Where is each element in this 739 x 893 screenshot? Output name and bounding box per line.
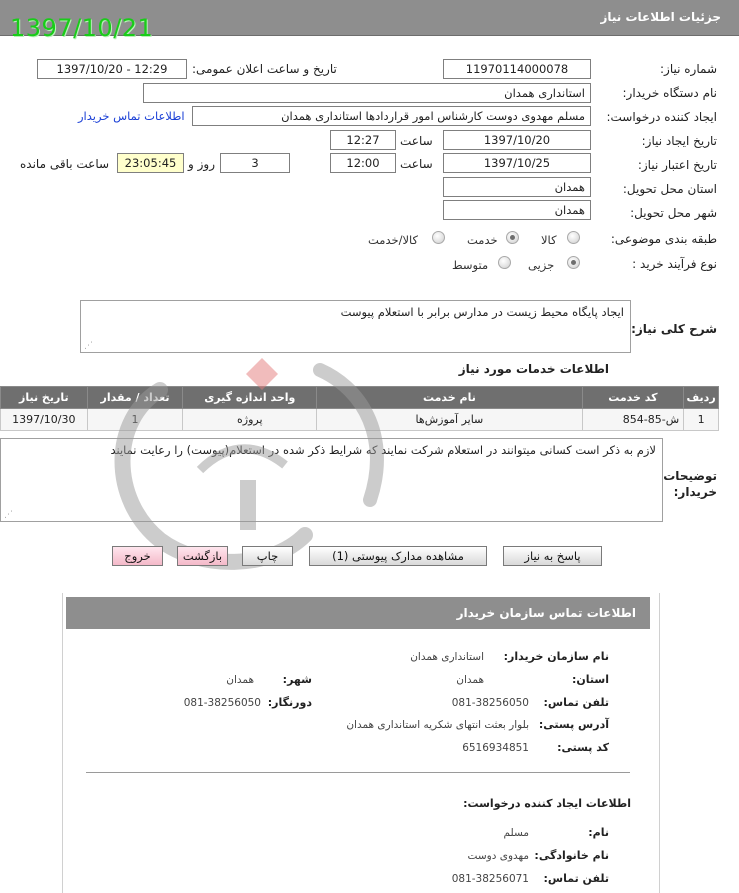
province-label: استان محل تحویل: (622, 182, 717, 196)
province-field[interactable]: همدان (443, 177, 591, 197)
created-time-label: ساعت (400, 134, 433, 148)
row-unit: پروژه (183, 409, 317, 431)
contact-phone-value: 081-38256050 (451, 697, 529, 709)
process-option-minor: جزیی (528, 258, 555, 272)
contact-title: اطلاعات تماس سازمان خریدار (456, 606, 636, 620)
creator-field[interactable]: مسلم مهدوی دوست کارشناس امور قراردادها استانداری همدان (192, 106, 591, 126)
buyer-contact-link[interactable]: اطلاعات تماس خریدار (78, 109, 185, 123)
row-code: ش-85-854 (582, 409, 684, 431)
days-label: روز و (188, 157, 215, 171)
contact-address-value: بلوار بعثت انتهای شکریه استانداری همدان (346, 719, 529, 731)
days-field[interactable]: 3 (220, 153, 290, 173)
created-time-field[interactable]: 12:27 (330, 130, 396, 150)
row-qty: 1 (87, 409, 183, 431)
contact-province-label: استان: (572, 673, 609, 686)
creator-name-label: نام: (588, 826, 609, 839)
page-title: جزئیات اطلاعات نیاز (600, 10, 721, 24)
buyer-notes-text: لازم به ذکر است کسانی میتوانند در استعلام شرکت نمایند که شرایط ذکر شده در استعلام(پیوست) را رعایت نمایند (110, 443, 656, 457)
contact-fax-label: دورنگار: (267, 696, 312, 709)
contact-fax-value: 081-38256050 (183, 697, 261, 709)
creator-label: ایجاد کننده درخواست: (606, 110, 717, 124)
services-table (0, 386, 719, 431)
announce-label: تاریخ و ساعت اعلان عمومی: (192, 62, 337, 76)
notes-resize-grip-icon[interactable]: ⋰ (4, 510, 13, 520)
category-option-goods: کالا (541, 233, 557, 247)
table-row[interactable] (1, 409, 719, 431)
summary-text: ایجاد پایگاه محیط زیست در مدارس برابر با استعلام پیوست (340, 305, 624, 319)
summary-label: شرح کلی نیاز: (631, 322, 717, 336)
contact-city-label: شهر: (282, 673, 312, 686)
city-label: شهر محل تحویل: (630, 206, 717, 220)
row-date: 1397/10/30 (1, 409, 88, 431)
contact-org-label: نام سازمان خریدار: (503, 650, 609, 663)
contact-postal-label: کد پستی: (557, 741, 609, 754)
reply-button[interactable]: پاسخ به نیاز (503, 546, 602, 566)
remaining-label: ساعت باقی مانده (20, 157, 110, 171)
creator-section-title: اطلاعات ایجاد کننده درخواست: (463, 797, 631, 810)
col-name: نام خدمت (317, 387, 582, 409)
category-label: طبقه بندی موضوعی: (610, 232, 717, 246)
summary-box[interactable] (80, 300, 631, 353)
validity-time-field[interactable]: 12:00 (330, 153, 396, 173)
validity-label: تاریخ اعتبار نیاز: (637, 158, 717, 172)
contact-address-label: آدرس پستی: (538, 718, 609, 731)
col-unit: واحد اندازه گیری (183, 387, 317, 409)
col-code: کد خدمت (582, 387, 684, 409)
city-field[interactable]: همدان (443, 200, 591, 220)
creator-family-value: مهدوی دوست (467, 850, 529, 862)
created-date-field[interactable]: 1397/10/20 (443, 130, 591, 150)
row-index: 1 (684, 409, 719, 431)
buyer-notes-box[interactable] (0, 438, 663, 522)
back-button[interactable]: بازگشت (177, 546, 228, 566)
row-name: سایر آموزش‌ها (317, 409, 582, 431)
category-radio-both[interactable] (432, 231, 445, 244)
print-button[interactable]: چاپ (242, 546, 293, 566)
category-option-both: کالا/خدمت (368, 233, 419, 247)
creator-family-label: نام خانوادگی: (534, 849, 609, 862)
creator-phone-label: تلفن تماس: (543, 872, 609, 885)
contact-phone-label: تلفن تماس: (543, 696, 609, 709)
category-radio-service[interactable] (506, 231, 519, 244)
process-label: نوع فرآیند خرید : (632, 257, 717, 271)
col-index: ردیف (684, 387, 719, 409)
contact-city-value: همدان (226, 674, 254, 686)
process-option-medium: متوسط (452, 258, 489, 272)
col-date: تاریخ نیاز (1, 387, 88, 409)
buyer-org-label: نام دستگاه خریدار: (622, 86, 717, 100)
divider (86, 772, 630, 773)
contact-province-value: همدان (456, 674, 484, 686)
view-docs-button[interactable]: مشاهده مدارک پیوستی (1) (309, 546, 487, 566)
col-qty: تعداد / مقدار (87, 387, 183, 409)
services-title: اطلاعات خدمات مورد نیاز (458, 362, 609, 376)
stamp-date: 1397/10/21 (10, 14, 154, 42)
contact-header (66, 597, 650, 629)
contact-org-value: استانداری همدان (410, 651, 484, 663)
need-number-field[interactable]: 11970114000078 (443, 59, 591, 79)
category-radio-goods[interactable] (567, 231, 580, 244)
buyer-org-field[interactable]: استانداری همدان (143, 83, 591, 103)
remaining-time-field: 23:05:45 (117, 153, 184, 173)
buyer-notes-label: توضیحات خریدار: (663, 469, 717, 499)
announce-field[interactable]: 1397/10/20 - 12:29 (37, 59, 187, 79)
contact-postal-value: 6516934851 (462, 742, 529, 754)
exit-button[interactable]: خروج (112, 546, 163, 566)
creator-name-value: مسلم (503, 827, 529, 839)
validity-date-field[interactable]: 1397/10/25 (443, 153, 591, 173)
need-number-label: شماره نیاز: (660, 62, 717, 76)
created-date-label: تاریخ ایجاد نیاز: (641, 134, 717, 148)
process-radio-minor[interactable] (567, 256, 580, 269)
resize-grip-icon[interactable]: ⋰ (84, 341, 93, 351)
creator-phone-value: 081-38256071 (451, 873, 529, 885)
category-option-service: خدمت (467, 233, 498, 247)
validity-time-label: ساعت (400, 157, 433, 171)
process-radio-medium[interactable] (498, 256, 511, 269)
